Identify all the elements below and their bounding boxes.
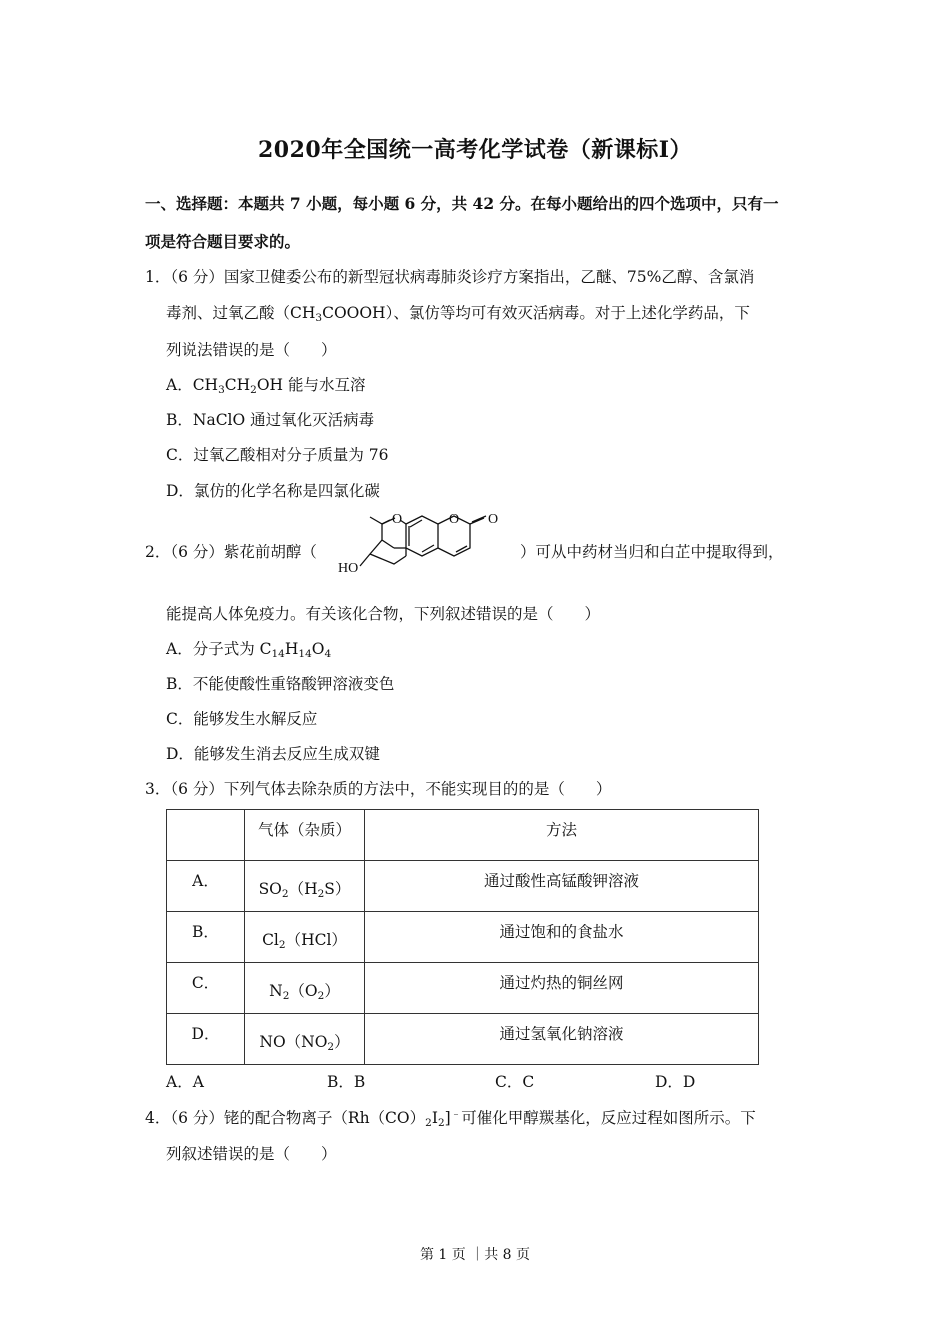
option-cell: A． [167, 861, 245, 912]
q1-stem-line2: 毒剂、过氧乙酸$(CH_3COOOH)$、氯仿等均可有效灭活病毒。对于上述化学药品，下 [166, 304, 750, 324]
table-row [167, 861, 759, 912]
q4-stem-line2: 列叙述错误的是（ ） [166, 1145, 337, 1163]
page-title: 2020年全国统一高考化学试卷（新课标Ⅰ） [257, 137, 693, 163]
q1-stem-line1: 1．（6 分）国家卫健委公布的新型冠状病毒肺炎诊疗方案指出，乙醚、75%乙醇、含氯消 [145, 268, 755, 286]
q3-choice-b: B．B [327, 1073, 366, 1091]
section-heading-line1: 一、选择题：本题共 7 小题，每小题 6 分，共 42 分。在每小题给出的四个选项中，只有一 [145, 194, 779, 213]
gas-cell: $NO(NO_2)$ [245, 1014, 365, 1065]
q2-stem-line1a: 2．（6 分）紫花前胡醇（ [145, 543, 317, 561]
q1-option-c: C．过氧乙酸相对分子质量为 76 [166, 446, 389, 464]
gas-cell: $N_2(O_2)$ [245, 963, 365, 1014]
table-header-cell [167, 810, 245, 861]
section-heading-line2: 项是符合题目要求的。 [145, 232, 301, 251]
q2-option-a: A．分子式为 $C_{14}H_{14}O_4$ [166, 640, 332, 660]
method-cell: 通过氢氧化钠溶液 [365, 1014, 759, 1065]
svg-text:O: O [488, 512, 499, 527]
method-cell: 通过灼热的铜丝网 [365, 963, 759, 1014]
purification-table [166, 809, 759, 1065]
svg-text:O: O [449, 512, 460, 527]
molecule-diagram [330, 508, 520, 584]
table-row [167, 963, 759, 1014]
q2-stem-line1b: ）可从中药材当归和白芷中提取得到， [520, 543, 784, 561]
q3-choice-d: D．D [655, 1073, 696, 1091]
option-cell: C． [167, 963, 245, 1014]
gas-cell: $SO_2(H_2S)$ [245, 861, 365, 912]
page-footer: 第 1 页 ｜共 8 页 [419, 1247, 531, 1263]
svg-text:O: O [392, 512, 403, 527]
q4-stem-line1: 4．（6 分）铑的配合物离子$(Rh(CO)_2I_2]^﹣$可催化甲醇羰基化，反应过程如图所示。下 [145, 1108, 756, 1129]
option-cell: D． [167, 1014, 245, 1065]
q2-stem-line2: 能提高人体免疫力。有关该化合物，下列叙述错误的是（ ） [166, 605, 601, 623]
option-cell: B． [167, 912, 245, 963]
q2-option-d: D．能够发生消去反应生成双键 [166, 745, 380, 763]
table-row [167, 1014, 759, 1065]
q1-stem-line3: 列说法错误的是（ ） [166, 341, 337, 359]
q1-option-a: A．$CH_3CH_2OH$ 能与水互溶 [166, 376, 366, 396]
q2-option-b: B．不能使酸性重铬酸钾溶液变色 [166, 675, 395, 693]
q3-choice-a: A．A [166, 1073, 204, 1091]
table-row [167, 912, 759, 963]
hydroxyl-label: HO [338, 561, 359, 576]
table-header-cell: 气体（杂质） [245, 810, 365, 861]
gas-cell: $Cl_2(HCl)$ [245, 912, 365, 963]
table-header-cell: 方法 [365, 810, 759, 861]
q3-stem: 3．（6 分）下列气体去除杂质的方法中，不能实现目的的是（ ） [145, 780, 612, 798]
q2-option-c: C．能够发生水解反应 [166, 710, 318, 728]
method-cell: 通过饱和的食盐水 [365, 912, 759, 963]
q3-choice-c: C．C [495, 1073, 535, 1091]
table-header-row [167, 810, 759, 861]
q1-option-b: B．NaClO 通过氧化灭活病毒 [166, 411, 375, 429]
q1-option-d: D．氯仿的化学名称是四氯化碳 [166, 482, 380, 500]
molecule-structure [330, 508, 520, 584]
method-cell: 通过酸性高锰酸钾溶液 [365, 861, 759, 912]
